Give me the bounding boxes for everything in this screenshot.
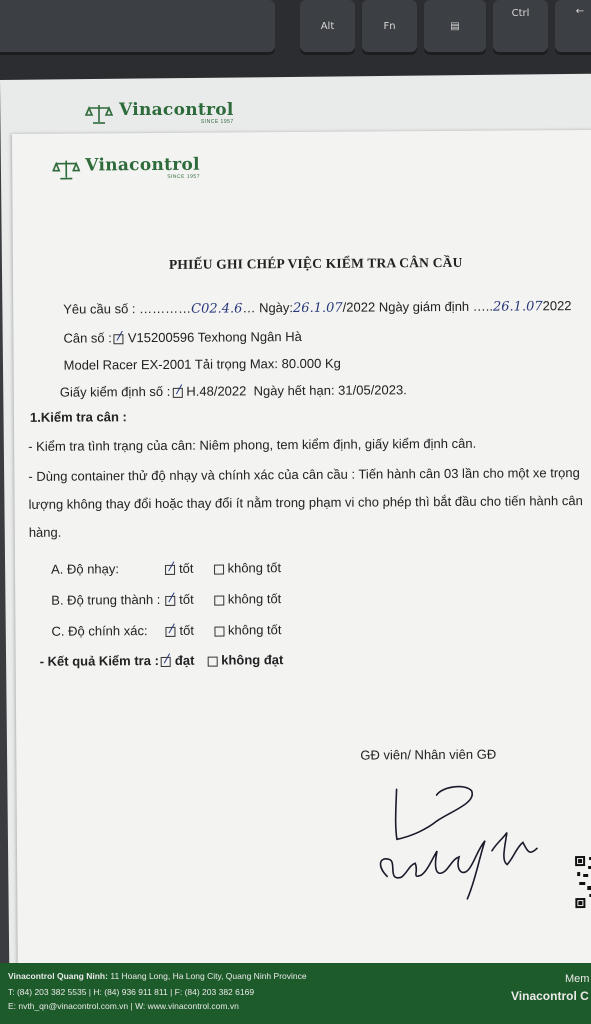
- logo-text: Vinacontrol: [85, 154, 200, 176]
- back-logo-since: SINCE 1957: [200, 119, 234, 125]
- good-checkbox: [165, 564, 175, 574]
- key-fn: [362, 0, 417, 52]
- good-label: tốt: [179, 622, 194, 638]
- signer-title: GĐ viên/ Nhân viên GĐ: [360, 746, 497, 763]
- footer-office: [8, 971, 307, 981]
- bad-checkbox: [214, 626, 224, 636]
- certificate-label: Giấy kiểm định số :: [59, 383, 171, 400]
- request-label: Yêu cầu số : …………: [63, 300, 192, 317]
- good-checkbox: [165, 595, 175, 605]
- bad-label: không tốt: [227, 560, 282, 576]
- check-item-2-line-3: hàng.: [28, 524, 62, 540]
- office-name: Vinacontrol Quang Ninh:: [8, 971, 108, 981]
- scale-logo-icon: [85, 103, 113, 125]
- criteria-label: C. Độ chính xác:: [51, 623, 148, 639]
- request-line: [63, 298, 571, 318]
- company-logo: [52, 154, 201, 181]
- bad-checkbox: [214, 564, 224, 574]
- criteria-label: A. Độ nhạy:: [50, 561, 120, 577]
- criteria-accuracy: [51, 622, 281, 639]
- result-line: [40, 652, 284, 669]
- inspection-date-label: Ngày giám định …..: [378, 298, 494, 315]
- footer: [0, 963, 591, 1024]
- good-label: tốt: [179, 591, 194, 607]
- check-item-1: - Kiểm tra tình trạng của cân: Niêm phong, tem kiểm định, giấy kiểm định cân.: [28, 435, 477, 454]
- menu-icon: ▤: [450, 20, 460, 32]
- inspection-form: [12, 130, 591, 974]
- footer-right-top: Mem: [565, 973, 590, 985]
- bad-label: không tốt: [227, 591, 282, 607]
- footer-right-bottom: Vinacontrol C: [511, 989, 589, 1003]
- criteria-consistency: [51, 591, 281, 608]
- result-label: - Kết quả Kiểm tra :: [39, 652, 159, 669]
- criteria-sensitivity: [51, 560, 281, 577]
- certificate-line: [60, 382, 407, 399]
- check-item-2-line-2: lượng không thay đổi hoặc thay đổi ít nằm trong phạm vi cho phép thì bắt đầu cho tiến hành cân: [28, 493, 583, 512]
- back-logo: [85, 102, 234, 125]
- fail-label: không đạt: [221, 652, 284, 668]
- footer-contact: E: nvth_qn@vinacontrol.com.vn | W: www.vinacontrol.com.vn: [8, 1001, 239, 1011]
- inspection-date-value: 26.1.07: [492, 299, 543, 315]
- certificate-checkbox: [172, 387, 182, 397]
- key-ctrl: [493, 0, 548, 52]
- scale-value: V15200596 Texhong Ngân Hà: [127, 328, 302, 346]
- key-fn-label: Fn: [383, 20, 396, 32]
- model-line: Model Racer EX-2001 Tải trọng Max: 80.000 Kg: [63, 355, 341, 373]
- form-title: PHIẾU GHI CHÉP VIỆC KIỂM TRA CÂN CẦU: [168, 254, 463, 272]
- signature-image: [367, 780, 558, 901]
- logo-since: SINCE 1957: [167, 173, 201, 180]
- key-arrow-left: [555, 0, 591, 52]
- bad-checkbox: [214, 595, 224, 605]
- office-address: 11 Hoang Long, Ha Long City, Quang Ninh Province: [110, 971, 307, 981]
- key-ctrl-label: Ctrl: [511, 8, 530, 19]
- key-spacebar: [0, 0, 275, 52]
- scale-logo-icon: [52, 158, 80, 180]
- criteria-label: B. Độ trung thành :: [51, 591, 161, 608]
- key-menu: [424, 0, 486, 52]
- request-number: C02.4.6: [191, 301, 243, 317]
- section-heading: 1.Kiểm tra cân :: [29, 409, 127, 425]
- arrow-left-icon: ←: [575, 6, 585, 17]
- certificate-expiry: Ngày hết hạn: 31/05/2023.: [253, 382, 407, 399]
- check-item-2-line-1: - Dùng container thử độ nhạy và chính xác của cân cầu : Tiến hành cân 03 lần cho một xe trọng: [28, 465, 580, 484]
- qr-code-icon: [573, 854, 591, 912]
- scale-line: [63, 329, 301, 346]
- bad-label: không tốt: [227, 622, 282, 638]
- good-label: tốt: [178, 560, 194, 576]
- inspection-date-year: 2022: [542, 298, 572, 314]
- certificate-number: H.48/2022: [186, 383, 247, 399]
- date-label: Ngày:: [258, 300, 294, 316]
- date-value: 26.1.07: [292, 300, 343, 317]
- scale-label: Cân số :: [63, 330, 112, 346]
- key-alt: [300, 0, 355, 52]
- back-logo-text: Vinacontrol: [119, 100, 234, 120]
- key-alt-label: Alt: [320, 20, 335, 32]
- date-year: /2022: [342, 299, 376, 315]
- fail-checkbox: [207, 656, 217, 666]
- footer-phones: T: (84) 203 382 5535 | H: (84) 936 911 811 | F: (84) 203 382 6169: [8, 987, 255, 997]
- pass-checkbox: [161, 656, 171, 666]
- request-dots: …: [242, 300, 256, 316]
- scale-checkbox: [114, 334, 124, 344]
- pass-label: đạt: [174, 652, 195, 668]
- good-checkbox: [165, 626, 175, 636]
